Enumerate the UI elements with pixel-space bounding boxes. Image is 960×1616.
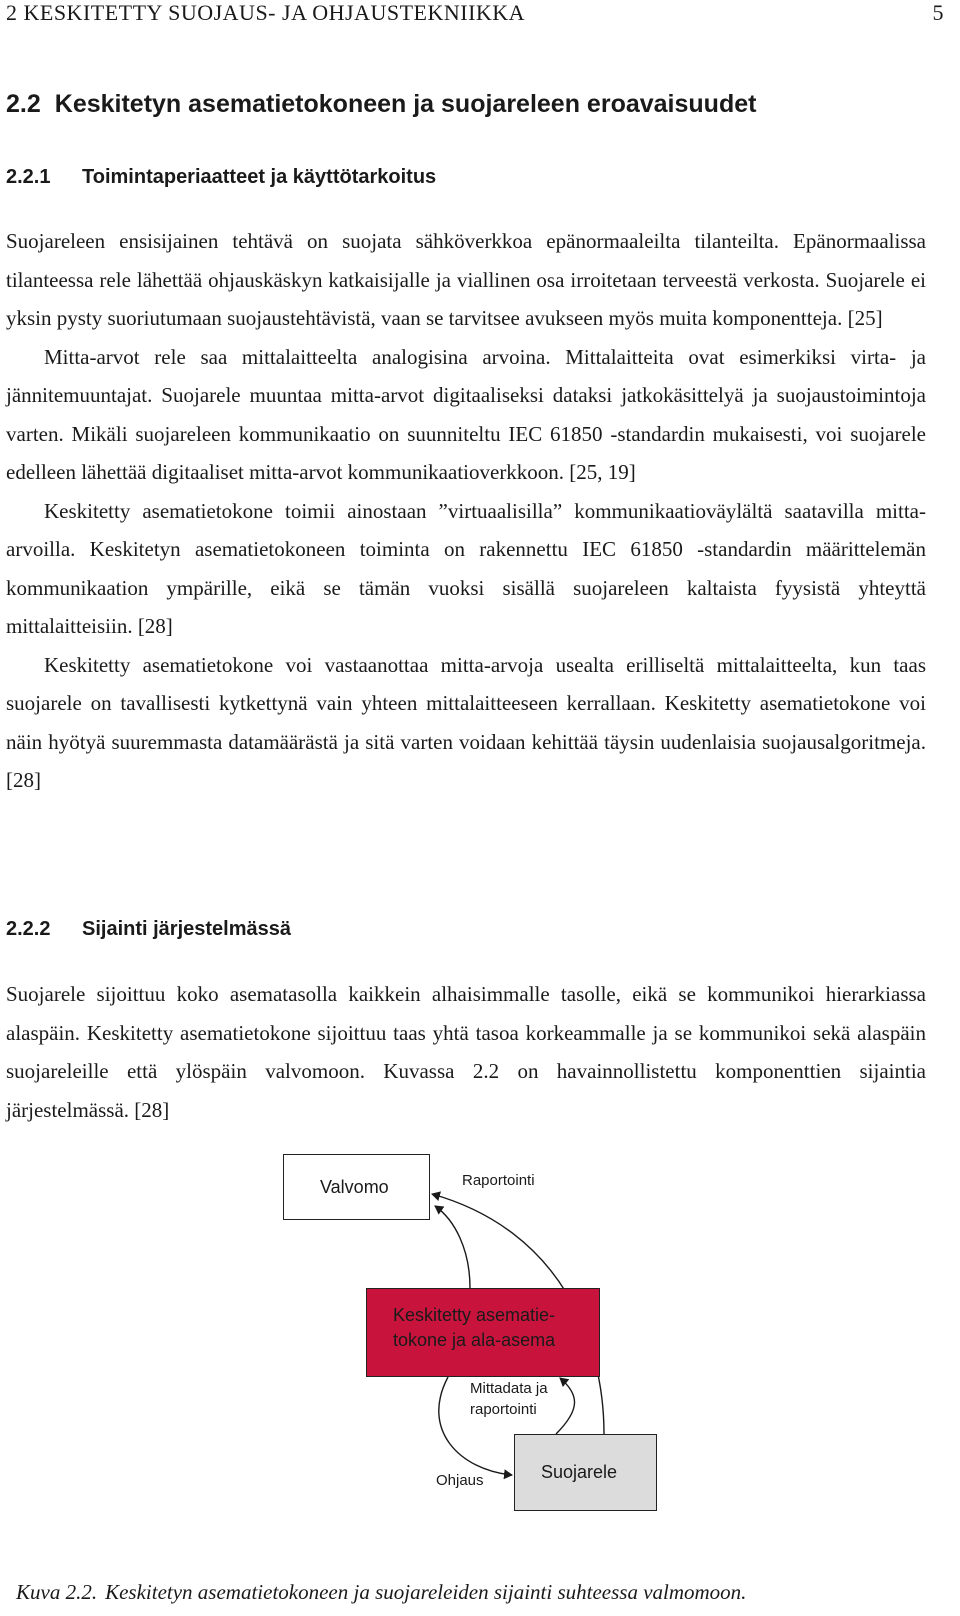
edge-label-mittadata: Mittadata ja raportointi <box>470 1380 548 1418</box>
node-suojarele-label: Suojarele <box>541 1462 618 1482</box>
subsection-title-2: Sijainti järjestelmässä <box>82 918 292 940</box>
paragraph: Mitta-arvot rele saa mittalaitteelta analogisina arvoina. Mittalaitteita ovat esimerkiksi virta- ja jännitemuuntajat. Suojarele muuntaa mitta-arvot digitaaliseksi dataksi jatkokäsittelyä ja suojaustoimintoja varten. Mikäli suojareleen kommunikaatio on suunniteltu IEC 61850 -standardin mukaisesti, voi suojarele edelleen lähettää digitaaliset mitta-arvot kommunikaatioverkkoon. [25, 19] <box>6 344 926 484</box>
node-valvomo-label: Valvomo <box>320 1177 389 1197</box>
subsection-number-1: 2.2.1 <box>6 166 51 188</box>
node-asematietokone <box>366 1288 600 1377</box>
subsection-1-body <box>6 222 926 800</box>
node-suojarele <box>514 1434 657 1511</box>
subsection-heading-2 <box>6 918 291 941</box>
node-valvomo <box>283 1154 430 1220</box>
figure-hierarchy-diagram <box>0 1140 960 1560</box>
subsection-2-body <box>6 975 926 1129</box>
paragraph: Keskitetty asematietokone voi vastaanottaa mitta-arvoja usealta erilliseltä mittalaitteelta, kun taas suojarele on tavallisesti kytkettynä vain yhteen mittalaitteeseen kerrallaan. Keskitetty asematietokone voi näin hyötyä suuremmasta datamäärästä ja sitä varten voidaan kehittää täysin uudenlaisia suojausalgoritmeja. [28] <box>6 652 926 792</box>
figure-caption-text: Keskitetyn asematietokoneen ja suojareleiden sijainti suhteessa valmomoon. <box>105 1580 747 1604</box>
page-number: 5 <box>932 0 944 25</box>
section-number: 2.2 <box>6 90 41 118</box>
section-heading <box>6 90 756 119</box>
subsection-heading-1 <box>6 166 436 189</box>
running-head <box>6 0 944 28</box>
figure-caption <box>16 1580 946 1605</box>
paragraph: Keskitetty asematietokone toimii ainostaan ”virtuaalisilla” kommunikaatioväylältä saatavilla mitta-arvoilla. Keskitetyn asematietokoneen toiminta on rakennettu IEC 61850 -standardin määrittelemän kommunikaation ympärille, eikä se tämän vuoksi sisällä suojareleen kaltaista fyysistä yhteyttä mittalaitteisiin. [28] <box>6 498 926 638</box>
running-head-title: 2 KESKITETTY SUOJAUS- JA OHJAUSTEKNIIKKA <box>6 0 526 25</box>
subsection-number-2: 2.2.2 <box>6 918 51 940</box>
arrow-mittadata-suojarele-asema <box>556 1378 575 1434</box>
subsection-title-1: Toimintaperiaatteet ja käyttötarkoitus <box>82 166 437 188</box>
edge-label-raportointi: Raportointi <box>462 1172 535 1189</box>
section-title: Keskitetyn asematietokoneen ja suojareleen eroavaisuudet <box>54 90 757 118</box>
arrow-raportointi-asema-valvomo <box>435 1206 470 1288</box>
figure-caption-label: Kuva 2.2. <box>16 1580 98 1604</box>
paragraph: Suojareleen ensisijainen tehtävä on suojata sähköverkkoa epänormaaleilta tilanteilta. Epänormaalissa tilanteessa rele lähettää ohjauskäskyn katkaisijalle ja viallinen osa irroitetaan terveestä verkosta. Suojarele ei yksin pysty suoriutumaan suojaustehtävistä, vaan se tarvitsee avukseen myös muita komponentteja. [25] <box>6 229 926 330</box>
paragraph: Suojarele sijoittuu koko asematasolla kaikkein alhaisimmalle tasolle, eikä se kommunikoi hierarkiassa alaspäin. Keskitetty asematietokone sijoittuu taas yhtä tasoa korkeammalle ja se kommunikoi sekä alaspäin suojareleille että ylöspäin valvomoon. Kuvassa 2.2 on havainnollistettu komponenttien sijaintia järjestelmässä. [28] <box>6 982 926 1122</box>
node-asematietokone-label: Keskitetty asematie- tokone ja ala-asema <box>393 1305 556 1350</box>
edge-label-ohjaus: Ohjaus <box>436 1472 484 1489</box>
